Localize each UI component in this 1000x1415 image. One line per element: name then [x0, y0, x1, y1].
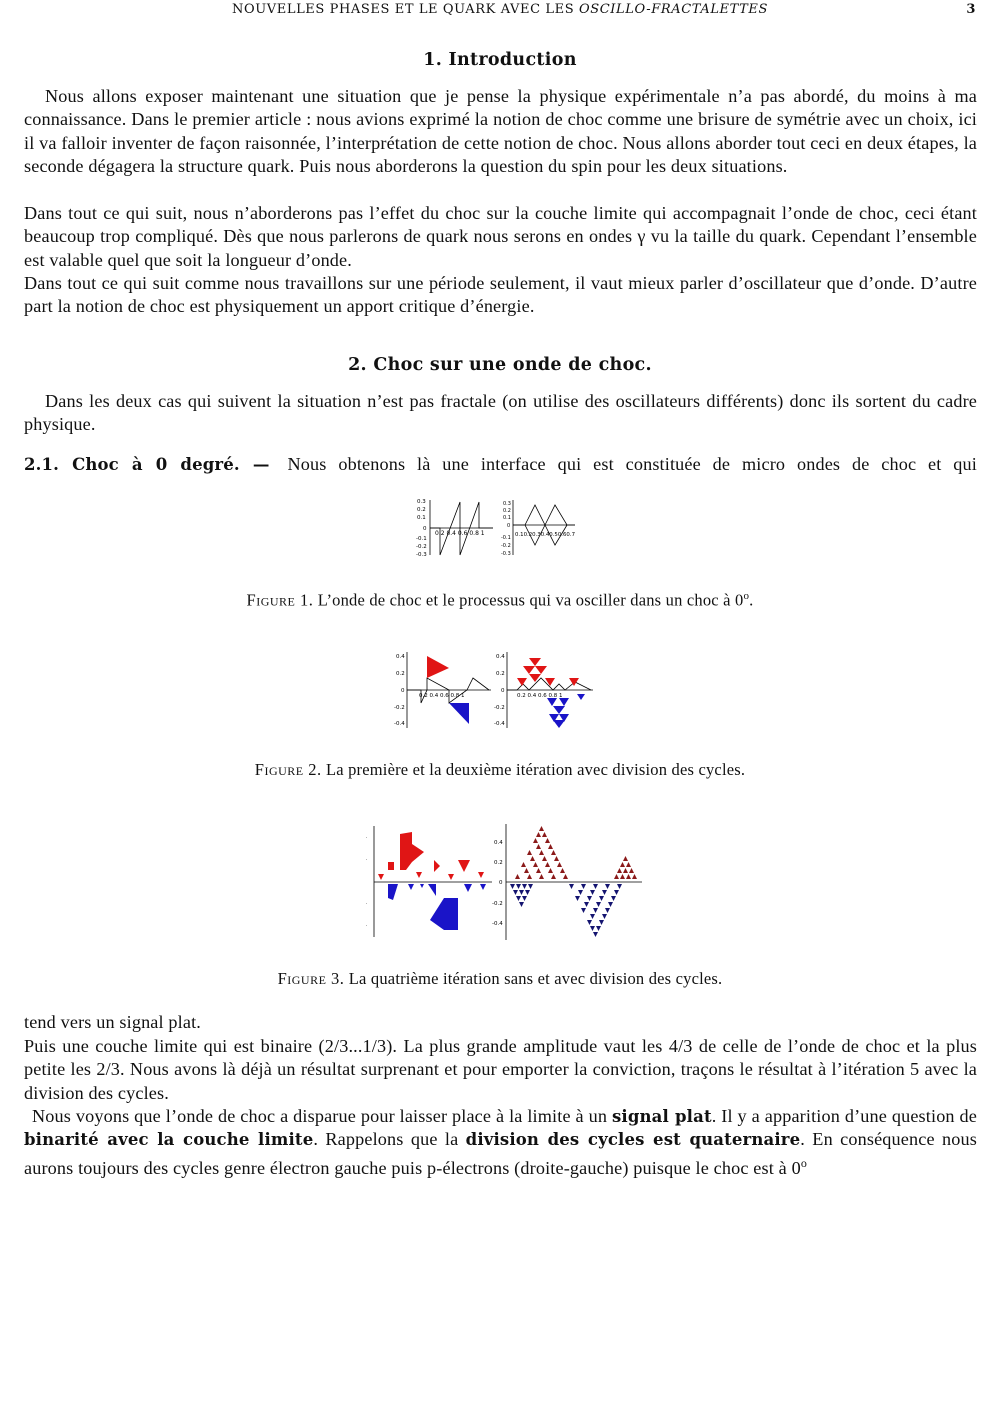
- continued-paragraph-2: Puis une couche limite qui est binaire (2/3...1/3). La plus grande amplitude vaut les 4/3 de celle de l’onde de choc et la plus petite les 2/3. Nous avons là déjà un résultat surprenant et pour emporter la conviction, traçons le résultat à l’itération 5 avec la division des cycles.: [24, 1036, 977, 1103]
- fractal-triangle: [620, 874, 625, 879]
- figure-1-left-ytick: 0.2: [417, 507, 426, 513]
- figure-1-right-ytick: -0.1: [501, 535, 511, 541]
- figure-3-caption-text: La quatrième itération sans et avec division des cycles.: [348, 969, 723, 988]
- figure-3-right-ytick: 0.2: [494, 860, 503, 866]
- page-number: 3: [966, 2, 976, 17]
- fractal-triangle: [536, 832, 541, 837]
- fractal-triangle: [575, 896, 580, 901]
- subsection-text: Nous obtenons là une interface qui est constituée de micro ondes de choc et qui: [287, 454, 977, 474]
- figure-3-right-ytick: 0.4: [494, 840, 503, 846]
- figure-1-right-ytick: 0.1: [503, 515, 511, 521]
- fractal-triangle: [525, 890, 530, 895]
- fractal-triangle: [533, 838, 538, 843]
- figure-1-left-ytick: 0.3: [417, 499, 426, 505]
- bold-signal-plat: signal plat: [611, 1107, 712, 1126]
- figure-1-right-ytick: -0.3: [501, 551, 511, 557]
- fractal-triangle: [590, 914, 595, 919]
- fractal-triangle: [527, 874, 532, 879]
- fractal-triangle: [542, 856, 547, 861]
- figure-2-left-plot: [394, 652, 491, 728]
- fractal-triangle: [596, 902, 601, 907]
- fractal-triangle: [560, 868, 565, 873]
- fractal-triangle: [593, 932, 598, 937]
- svg-text:·: ·: [366, 836, 368, 841]
- fractal-triangle: [593, 908, 598, 913]
- fractal-triangle: [578, 890, 583, 895]
- fractal-triangle: [551, 874, 556, 879]
- figure-1-right-ytick: -0.2: [501, 543, 511, 549]
- fractal-triangle: [593, 884, 598, 889]
- section-heading-introduction: 1. Introduction: [423, 50, 577, 70]
- fractal-triangle: [614, 890, 619, 895]
- fractal-triangle: [569, 884, 574, 889]
- intro-paragraph-2: Dans tout ce qui suit, nous n’aborderons pas l’effet du choc sur la couche limite qui accompagnait l’onde de choc, ceci étant beaucoup trop compliqué. Dès que nous parlerons de quark nous serons en ondes γ vu la taille du quark. Cependant l’ensemble est valable quel que soit la longueur d’onde.: [24, 203, 977, 270]
- fractal-triangle: [539, 850, 544, 855]
- fractal-triangle: [524, 868, 529, 873]
- figure-1-left-ytick: -0.1: [416, 536, 427, 542]
- fractal-triangle: [605, 908, 610, 913]
- fractal-triangle: [629, 868, 634, 873]
- running-title: NOUVELLES PHASES ET LE QUARK AVEC LES OSCILLO-FRACTALETTES: [231, 2, 769, 17]
- svg-text:·: ·: [366, 858, 368, 863]
- figure-1-left-ytick: -0.3: [416, 552, 427, 558]
- fractal-triangle: [551, 850, 556, 855]
- fractal-triangle: [599, 920, 604, 925]
- bold-division-cycles: division des cycles est quaternaire: [465, 1130, 801, 1150]
- figure-3-caption: [0, 969, 1000, 989]
- fractal-triangle: [617, 868, 622, 873]
- figure-2-right-ytick: -0.2: [494, 705, 505, 711]
- fractal-triangle: [519, 890, 524, 895]
- fractal-triangle: [545, 838, 550, 843]
- continued-paragraph-1: tend vers un signal plat.: [24, 1012, 202, 1032]
- fractal-triangle: [614, 874, 619, 879]
- figure-1-right-ytick: 0: [507, 523, 511, 529]
- fractal-triangle: [605, 884, 610, 889]
- fractal-triangle: [602, 914, 607, 919]
- subsection-heading: 2.1. Choc à 0 degré. —: [24, 455, 270, 474]
- figure-1-left-plot: [416, 499, 493, 558]
- fractal-triangle: [522, 884, 527, 889]
- fractal-triangle: [599, 896, 604, 901]
- fractal-triangle: [623, 856, 628, 861]
- fractal-triangle: [528, 884, 533, 889]
- figure-1-left-ytick: 0: [423, 526, 427, 532]
- figure-3-left-plot: [366, 826, 492, 937]
- intro-paragraph-3: Dans tout ce qui suit comme nous travaillons sur une période seulement, il vaut mieux parler d’oscillateur que d’onde. D’autre part la notion de choc est physiquement un apport critique d’énergie.: [24, 273, 977, 317]
- fractal-triangle: [620, 862, 625, 867]
- figure-2-right-plot: [494, 652, 593, 728]
- figure-3-label: Figure 3.: [277, 969, 345, 988]
- figure-2-right-xticks: 0.2 0.4 0.6 0.8 1: [517, 693, 563, 699]
- figure-1-left-xticks: 0.2 0.4 0.6 0.8 1: [435, 530, 485, 537]
- fractal-triangle: [522, 896, 527, 901]
- figure-1-left-ytick: 0.1: [417, 515, 426, 521]
- fractal-triangle: [590, 890, 595, 895]
- fractal-triangle: [539, 874, 544, 879]
- fractal-triangle: [521, 862, 526, 867]
- fractal-triangle: [611, 896, 616, 901]
- fractal-triangle: [513, 890, 518, 895]
- section-heading-choc: 2. Choc sur une onde de choc.: [348, 355, 652, 375]
- fractal-triangle: [563, 874, 568, 879]
- figure-1-caption: [0, 590, 1000, 611]
- figure-2-right-ytick: 0: [501, 688, 505, 694]
- svg-text:·: ·: [366, 924, 368, 929]
- fractal-triangle: [527, 850, 532, 855]
- figure-1-plots: [415, 495, 585, 560]
- running-header: [0, 2, 1000, 20]
- fractal-triangle: [608, 902, 613, 907]
- intro-paragraph-1: Nous allons exposer maintenant une situation que je pense la physique expérimentale n’a pas abordé, du moins à ma connaissance. Dans le premier article : nous avions exprimé la notion de choc comme une brisure de symétrie avec un choix, ici il va falloir inventer de façon raisonnée, l’interprétation de cette notion de choc. Nous allons aborder tout ceci en deux étapes, la seconde dégagera la structure quark. Puis nous aborderons la question du spin pour les deux situations.: [24, 86, 977, 177]
- figure-2-left-ytick: 0.2: [396, 671, 405, 677]
- fractal-triangle: [548, 844, 553, 849]
- fractal-triangle: [584, 902, 589, 907]
- fractal-triangle: [590, 926, 595, 931]
- figure-1-right-plot: [501, 500, 575, 557]
- continued-paragraph-3: Nous voyons que l’onde de choc a disparue pour laisser place à la limite à un signal plat. Il y a apparition d’une question de binarité avec la couche limite. Rappelons que la division des cycles est quaternaire. En conséquence nous aurons toujours des cycles genre électron gauche puis p-électrons (droite-gauche) puisque le choc est à 0$^o$: [24, 1106, 978, 1178]
- figure-2-left-ytick: 0.4: [396, 654, 405, 660]
- figure-2-right-ytick: -0.4: [494, 721, 505, 727]
- fractal-triangle: [536, 868, 541, 873]
- figure-1-right-xticks: 0.10.20.30.40.50.60.7: [515, 532, 576, 538]
- fractal-triangle: [516, 896, 521, 901]
- figure-2-left-ytick: 0: [401, 688, 405, 694]
- subsection-2-1: [24, 453, 977, 476]
- fractal-triangle: [515, 874, 520, 879]
- figure-2-right-ytick: 0.2: [496, 671, 505, 677]
- figure-3-right-plot: [492, 824, 642, 940]
- fractal-triangle: [626, 862, 631, 867]
- fractal-triangle: [516, 884, 521, 889]
- fractal-triangle: [557, 862, 562, 867]
- figure-1-right-ytick: 0.2: [503, 508, 511, 514]
- figure-2-left-ytick: -0.4: [394, 721, 405, 727]
- fractal-triangle: [545, 862, 550, 867]
- section2-paragraph-1: Dans les deux cas qui suivent la situation n’est pas fractale (on utilise des oscillateurs différents) donc ils sortent du cadre physique.: [24, 391, 977, 435]
- figure-3-right-ytick: 0: [499, 880, 503, 886]
- bold-binarite: binarité avec la couche limite: [24, 1130, 314, 1150]
- fractal-triangle: [581, 884, 586, 889]
- fractal-triangle: [587, 896, 592, 901]
- figure-1-caption-text: L’onde de choc et le processus qui va osciller dans un choc à 0: [317, 590, 744, 610]
- figure-2-caption: [0, 760, 1000, 780]
- fractal-triangle: [542, 832, 547, 837]
- figure-1-caption-sup: o: [743, 590, 750, 602]
- fractal-triangle: [632, 874, 637, 879]
- figure-2-plots: [393, 648, 603, 730]
- figure-3-right-ytick: -0.4: [492, 921, 503, 927]
- figure-2-left-ytick: -0.2: [394, 705, 405, 711]
- figure-2-label: Figure 2.: [254, 760, 322, 779]
- fractal-triangle: [596, 926, 601, 931]
- fractal-triangle: [548, 868, 553, 873]
- figure-2-right-ytick: 0.4: [496, 654, 505, 660]
- fractal-triangle: [554, 856, 559, 861]
- figure-3-right-ytick: -0.2: [492, 901, 503, 907]
- fractal-triangle: [533, 862, 538, 867]
- fractal-triangle: [536, 844, 541, 849]
- fractal-triangle: [539, 826, 544, 831]
- figure-1-label: Figure 1.: [246, 590, 314, 610]
- fractal-triangle: [581, 908, 586, 913]
- fractal-triangle: [587, 920, 592, 925]
- fractal-triangle: [519, 902, 524, 907]
- fractal-triangle: [623, 868, 628, 873]
- figure-2-left-xticks: 0.2 0.4 0.6 0.8 1: [419, 693, 465, 699]
- figure-1-left-ytick: -0.2: [416, 544, 427, 550]
- figure-1-right-ytick: 0.3: [503, 501, 511, 507]
- figure-3-plots: [364, 822, 644, 942]
- degree-sup: o: [800, 1155, 807, 1170]
- fractal-triangle: [602, 890, 607, 895]
- fractal-triangle: [617, 884, 622, 889]
- fractal-triangle: [510, 884, 515, 889]
- figure-1-caption-end: .: [749, 590, 754, 610]
- fractal-triangle: [626, 874, 631, 879]
- figure-2-caption-text: La première et la deuxième itération avec division des cycles.: [325, 760, 746, 779]
- svg-text:·: ·: [366, 902, 368, 907]
- fractal-triangle: [530, 856, 535, 861]
